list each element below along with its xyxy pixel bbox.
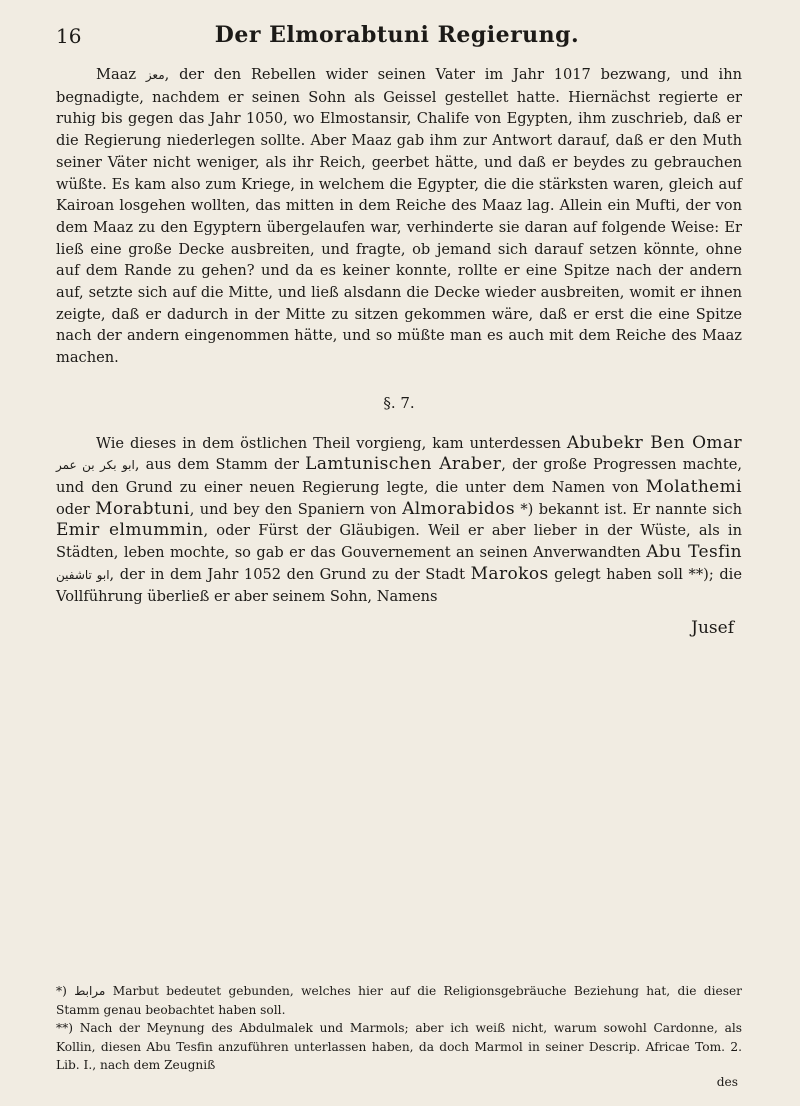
arabic-script: معز	[145, 68, 165, 82]
text-run: oder	[56, 500, 96, 518]
main-text	[56, 64, 742, 640]
text-run: , und bey den Spaniern von	[189, 500, 403, 518]
paragraph-1	[56, 64, 742, 369]
person-name: Abu Tesfin	[646, 542, 742, 563]
footnote-1	[56, 982, 742, 1019]
page-number: 16	[56, 24, 82, 48]
text-run: *) bekannt ist. Er nannte sich	[514, 500, 742, 518]
footnote-catchword: des	[716, 1074, 738, 1089]
dynasty-name: Molathemi	[645, 476, 742, 497]
text-run: , oder Fürst der Gläubigen. Weil er aber lieber in der Wüste, als in Städten, leben mochte, so gab er das Gouvernement an seinen Anverwandten	[56, 522, 742, 562]
person-name: Abubekr Ben Omar	[566, 432, 743, 453]
dynasty-name: Morabtuni	[95, 498, 190, 519]
catchword: Jusef	[691, 618, 734, 639]
section-heading: §. 7.	[383, 393, 415, 412]
city-name: Marokos	[470, 563, 549, 584]
footnote-marker: *)	[56, 984, 67, 998]
paragraph-2	[56, 433, 742, 609]
tribe-name: Lamtunischen Araber	[305, 454, 502, 475]
footnote-text: Marbut bedeutet gebunden, welches hier auf die Religionsgebräuche Beziehung hat, die dieser Stamm genau beobachtet haben soll.	[56, 984, 743, 1017]
footnote-2: **) Nach der Meynung des Abdulmalek und Marmols; aber ich weiß nicht, warum sowohl Cardonne, als Kollin, diesen Abu Tesfin anzuführen unterlassen haben, da doch Marmol in seiner Descrip. Africae Tom. 2. Lib. I., nach dem Zeugniß	[56, 1021, 742, 1073]
text-run: Wie dieses in dem östlichen Theil vorgieng, kam unterdessen	[96, 434, 567, 452]
text-run: , aus dem Stamm der	[134, 456, 306, 474]
arabic-script: ابو بكر بن عمر	[56, 458, 135, 473]
title-name: Emir elmummin	[56, 520, 204, 541]
page-header	[56, 20, 738, 50]
dynasty-name: Almorabidos	[402, 498, 515, 519]
text-run: , der in dem Jahr 1052 den Grund zu der Stadt	[109, 565, 471, 583]
footnotes	[56, 982, 742, 1092]
text-run: gelegt haben soll **); die Vollführung überließ er aber seinem Sohn, Namens	[56, 565, 742, 606]
text-run: Maaz	[96, 66, 146, 83]
arabic-script: مرابط	[74, 984, 106, 998]
text-run: , der große Progressen machte, und den Grund zu einer neuen Regierung legte, die unter dem Namen von	[56, 456, 742, 496]
text-run: , der den Rebellen wider seinen Vater im Jahr 1017 bezwang, und ihn begnadigte, nachdem er seinen Sohn als Geissel gestellet hatte. Hiernächst regierte er ruhig bis gegen das Jahr 1050, wo Elmostansir, Chalife von Egypten, ihm zuschrieb, daß er die Regierung niederlegen sollte. Aber Maaz gab ihm zur Antwort darauf, daß er den Muth seiner Väter nicht weniger, als ihr Reich, geerbet hätte, und daß er beydes zu gebrauchen wüßte. Es kam also zum Kriege, in welchem die Egypter, die die stärksten waren, gleich auf Kairoan losgehen wollten, das mitten in dem Reiche des Maaz lag. Allein ein Mufti, der von dem Maaz zu den Egyptern übergelaufen war, verhinderte sie daran auf folgende Weise: Er ließ eine große Decke ausbreiten, und fragte, ob jemand sich darauf setzen könnte, ohne auf dem Rande zu gehen? und da es keiner konnte, rollte er eine Spitze nach der andern auf, setzte sich auf die Mitte, und ließ alsdann die Decke wieder ausbreiten, womit er ihnen zeigte, daß er dadurch in der Mitte zu sitzen gekommen wäre, daß er erst die eine Spitze nach der andern eingenommen hätte, und so müßte man es auch mit dem Reiche des Maaz machen.	[56, 66, 742, 367]
running-title: Der Elmorabtuni Regierung.	[214, 22, 580, 48]
arabic-script: ابو تاشفين	[56, 567, 110, 582]
